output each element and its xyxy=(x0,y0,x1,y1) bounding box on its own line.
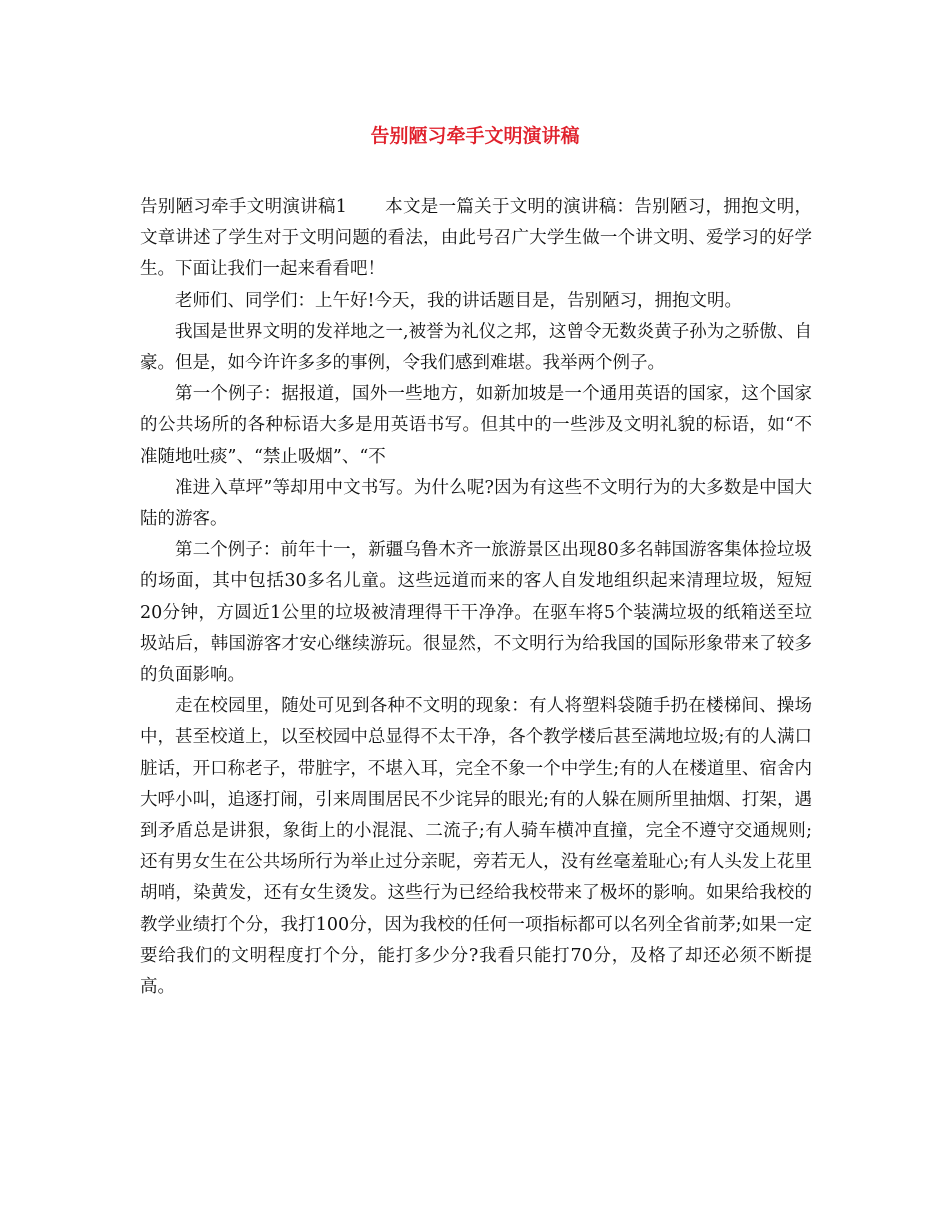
document-body xyxy=(140,192,812,1003)
paragraph-example-one-continued: 准进入草坪”等却用中文书写。为什么呢?因为有这些不文明行为的大多数是中国大陆的游客。 xyxy=(140,477,812,530)
paragraph-example-two: 第二个例子：前年十一，新疆乌鲁木齐一旅游景区出现80多名韩国游客集体捡垃圾的场面，其中包括30多名儿童。这些远道而来的客人自发地组织起来清理垃圾，短短20分钟，方圆近1公里的垃圾被清理得干干净净。在驱车将5个装满垃圾的纸箱送至垃圾站后，韩国游客才安心继续游玩。很显然，不文明行为给我国的国际形象带来了较多的负面影响。 xyxy=(140,540,812,686)
intro-text: 本文是一篇关于文明的演讲稿：告别陋习，拥抱文明，文章讲述了学生对于文明问题的看法，由此号召广大学生做一个讲文明、爱学习的好学生。下面让我们一起来看看吧！ xyxy=(140,197,812,280)
paragraph-greeting: 老师们、同学们：上午好!今天，我的讲话题目是，告别陋习，拥抱文明。 xyxy=(175,290,743,311)
intro-paragraph xyxy=(140,192,812,286)
document-title: 告别陋习牵手文明演讲稿 xyxy=(370,125,580,147)
intro-label: 告别陋习牵手文明演讲稿1 xyxy=(140,197,347,217)
paragraph-nation: 我国是世界文明的发祥地之一,被誉为礼仪之邦，这曾令无数炎黄子孙为之骄傲、自豪。但是，如今许许多多的事例，令我们感到难堪。我举两个例子。 xyxy=(140,321,812,374)
paragraph-campus: 走在校园里，随处可见到各种不文明的现象：有人将塑料袋随手扔在楼梯间、操场中，甚至校道上，以至校园中总显得不太干净，各个教学楼后甚至满地垃圾;有的人满口脏话，开口称老子，带脏字，不堪入耳，完全不象一个中学生;有的人在楼道里、宿舍内大呼小叫，追逐打闹，引来周围居民不少诧异的眼光;有的人躲在厕所里抽烟、打架，遇到矛盾总是讲狠，象街上的小混混、二流子;有人骑车横冲直撞，完全不遵守交通规则;还有男女生在公共场所行为举止过分亲昵，旁若无人，没有丝毫羞耻心;有人头发上花里胡哨，染黄发，还有女生烫发。这些行为已经给我校带来了极坏的影响。如果给我校的教学业绩打个分，我打100分，因为我校的任何一项指标都可以名列全省前茅;如果一定要给我们的文明程度打个分，能打多少分?我看只能打70分，及格了却还必须不断提高。 xyxy=(140,696,812,998)
paragraph-example-one: 第一个例子：据报道，国外一些地方，如新加坡是一个通用英语的国家，这个国家的公共场所的各种标语大多是用英语书写。但其中的一些涉及文明礼貌的标语，如“不准随地吐痰”、“禁止吸烟”、“不 xyxy=(140,384,812,467)
